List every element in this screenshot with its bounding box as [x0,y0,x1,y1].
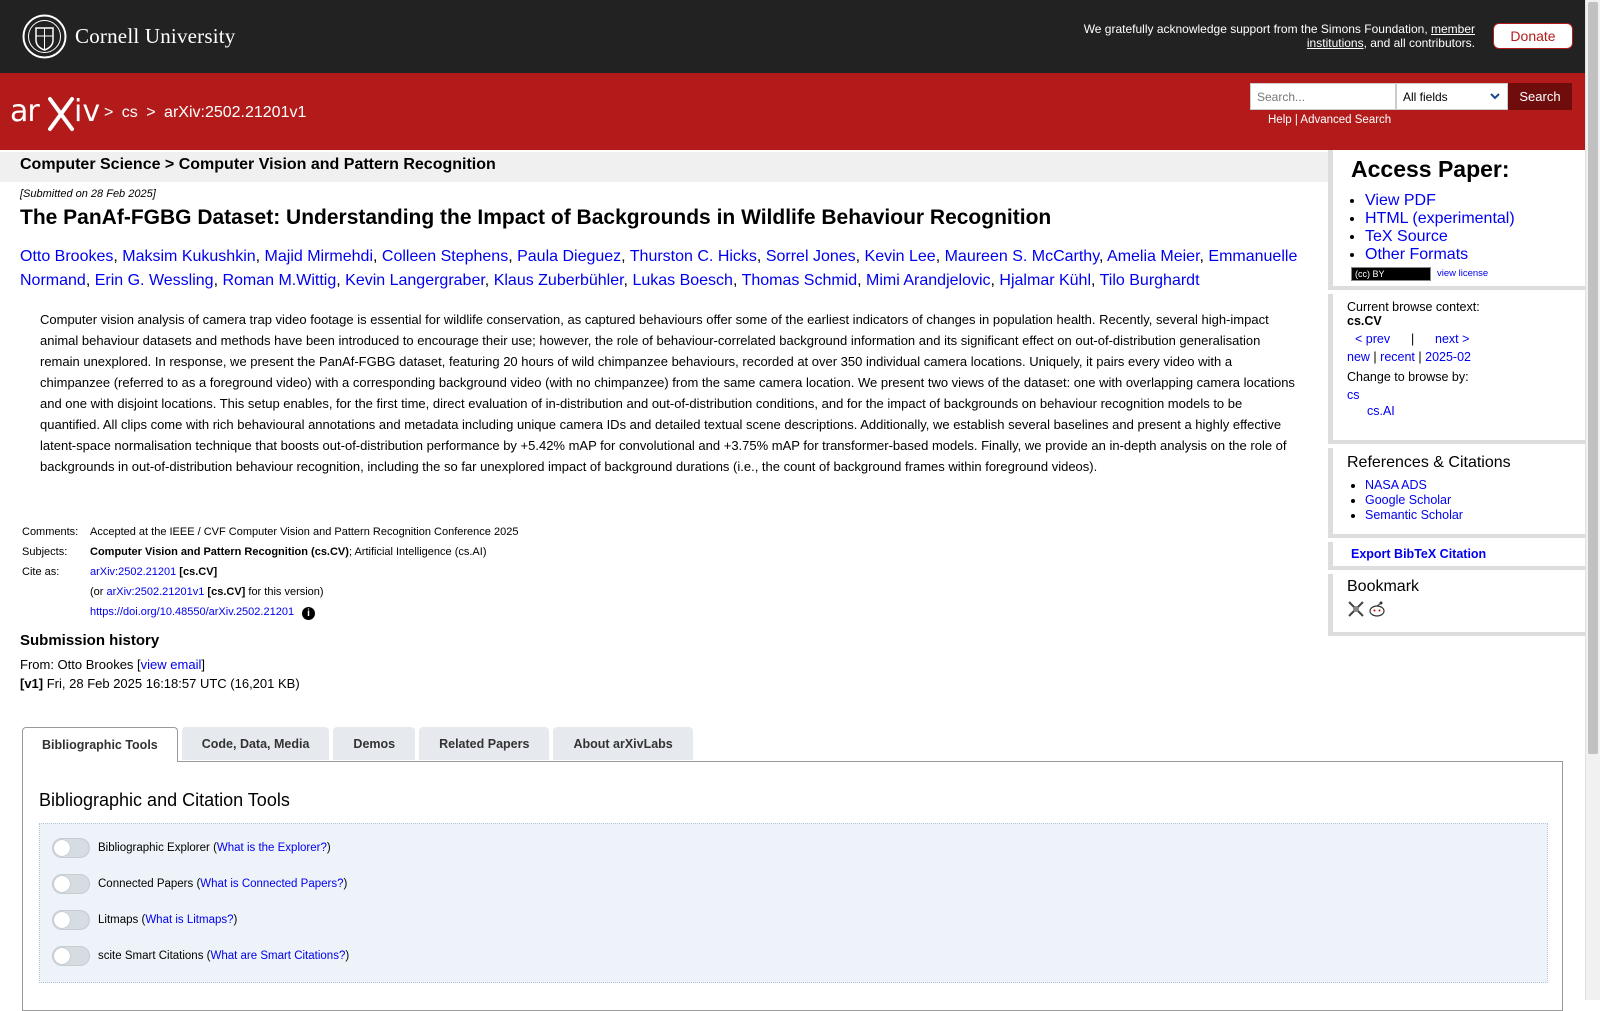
member-institutions-link[interactable]: member institutions [1306,22,1475,50]
empty-label [20,582,88,602]
tab-related-papers[interactable]: Related Papers [419,727,549,760]
next-link[interactable]: next > [1435,332,1470,346]
subjects-value [88,542,520,562]
author-separator: , [855,248,865,265]
export-bibtex-panel [1328,542,1585,570]
semantic-scholar-link[interactable]: Semantic Scholar [1365,508,1463,522]
tool-name: Bibliographic Explorer [98,842,210,854]
cornell-seal-icon [22,14,67,59]
author-link[interactable]: Sorrel Jones [765,248,856,265]
version-tag: [v1] [20,676,44,691]
author-separator: , [508,248,518,265]
help-link[interactable]: Help [1268,114,1292,126]
author-separator: , [484,272,494,289]
tab-about-arxivlabs[interactable]: About arXivLabs [553,727,692,760]
submission-from [20,657,205,672]
paper-metadata [20,522,520,622]
empty-label [20,602,88,622]
breadcrumb-separator: > [104,104,114,121]
breadcrumb-cs[interactable]: cs [121,104,138,121]
support-suffix: , and all contributors. [1363,36,1475,50]
author-separator: , [990,272,1000,289]
author-link[interactable]: Otto Brookes [20,248,114,265]
tool-help-link[interactable]: What is the Explorer? [216,842,327,854]
browse-context-label: Current browse context: [1347,300,1480,314]
comments-value: Accepted at the IEEE / CVF Computer Vision and Pattern Recognition Conference 2025 [90,526,519,538]
view-email-link[interactable]: view email [140,657,202,672]
paper-title: The PanAf-FGBG Dataset: Understanding the Impact of Backgrounds in Wildlife Behaviour Recognition [20,206,1052,229]
author-separator: , [1091,272,1100,289]
author-link[interactable]: Majid Mirmehdi [264,248,373,265]
primary-subject: Computer Vision and Pattern Recognition (cs.CV) [90,546,349,558]
support-notice [1055,22,1475,50]
scite-toggle[interactable] [52,946,90,966]
author-link[interactable]: Erin G. Wessling [94,272,214,289]
access-paper-title: Access Paper: [1351,156,1510,182]
arxiv-header [0,73,1585,150]
author-link[interactable]: Paula Dieguez [517,248,622,265]
references-panel [1328,448,1585,538]
tools-title: Bibliographic and Citation Tools [39,790,290,810]
separator: | [1418,350,1422,364]
cite-version [88,582,520,602]
author-separator: , [1099,248,1108,265]
view-pdf-link[interactable]: View PDF [1365,192,1436,209]
chevron-down-icon [1489,90,1501,102]
author-link[interactable]: Klaus Zuberbühler [493,272,624,289]
tab-demos[interactable]: Demos [333,727,415,760]
other-formats-link[interactable]: Other Formats [1365,246,1469,263]
access-paper-panel [1328,150,1585,290]
prev-link[interactable]: < prev [1355,332,1391,346]
export-bibtex-link[interactable]: Export BibTeX Citation [1351,547,1487,561]
author-separator: , [373,248,382,265]
author-separator: , [621,248,630,265]
tab-code-data-media[interactable]: Code, Data, Media [182,727,330,760]
access-links [1345,192,1515,264]
search-button[interactable]: Search [1508,83,1572,110]
submission-date: [Submitted on 28 Feb 2025] [20,188,156,200]
bibsonomy-icon[interactable] [1347,600,1365,618]
author-list [20,245,1320,293]
breadcrumb [104,104,310,122]
litmaps-toggle[interactable] [52,910,90,930]
nasa-ads-link[interactable]: NASA ADS [1365,478,1427,492]
author-link[interactable]: Lukas Boesch [632,272,733,289]
tools-box [39,823,1548,983]
tool-row-connected-papers: Connected Papers ( What is Connected Papers? ) [52,874,347,894]
bookmark-panel [1328,574,1585,636]
top-banner [0,0,1585,73]
google-scholar-link[interactable]: Google Scholar [1365,493,1452,507]
category-heading: Computer Science > Computer Vision and Pattern Recognition [0,152,1328,182]
browse-context-panel [1328,294,1585,444]
support-text: We gratefully acknowledge support from the Simons Foundation, [1083,22,1431,36]
from-suffix: ] [201,657,205,672]
recent-link[interactable]: recent [1380,350,1415,364]
sidebar [1328,150,1585,595]
cite-value [88,562,520,582]
explorer-toggle[interactable] [52,838,90,858]
cc-license-badge[interactable]: (cc) BY [1351,267,1431,281]
tool-help-link[interactable]: What are Smart Citations? [210,950,346,962]
tool-row-explorer: Bibliographic Explorer ( What is the Explorer? ) [52,838,331,858]
arxiv-logo-icon[interactable] [10,93,102,133]
cite-or-text: (or [90,586,107,598]
author-separator: , [255,248,265,265]
author-link[interactable]: Thomas Schmid [741,272,858,289]
references-title: References & Citations [1347,454,1511,471]
from-text: From: Otto Brookes [ [20,657,141,672]
author-separator: , [732,272,742,289]
author-separator: , [113,248,123,265]
bookmark-title: Bookmark [1347,578,1420,595]
secondary-subjects: ; Artificial Intelligence (cs.AI) [348,546,487,558]
author-link[interactable]: Mimi Arandjelovic [866,272,991,289]
browse-cs-link[interactable]: cs [1347,388,1360,402]
connected-papers-toggle[interactable] [52,874,90,894]
breadcrumb-separator: > [146,104,156,121]
info-icon[interactable]: i [302,607,315,620]
submission-history-heading: Submission history [20,632,160,649]
tab-panel [22,761,1563,1011]
tool-help-link[interactable]: What is Connected Papers? [200,878,344,890]
references-links [1345,478,1463,523]
cite-label: Cite as: [22,566,60,578]
version-detail: Fri, 28 Feb 2025 16:18:57 UTC (16,201 KB) [43,676,300,691]
author-link[interactable]: Roman M.Wittig [222,272,337,289]
tab-bibliographic-tools[interactable]: Bibliographic Tools [22,727,178,762]
change-browse-label: Change to browse by: [1347,370,1469,384]
advanced-search-link[interactable]: Advanced Search [1300,114,1392,126]
comments-label: Comments: [22,526,79,538]
separator: | [1410,332,1415,346]
submission-version [20,676,300,691]
search-field-value: All fields [1403,90,1448,104]
author-separator: , [1199,248,1209,265]
university-name: Cornell University [75,24,236,48]
author-separator: , [857,272,867,289]
author-link[interactable]: Maureen S. McCarthy [944,248,1100,265]
cite-tag: [cs.CV] [179,566,218,578]
author-link[interactable]: Thurston C. Hicks [629,248,757,265]
search-help-links [1268,114,1391,126]
author-link[interactable]: Colleen Stephens [381,248,509,265]
breadcrumb-paper-id: arXiv:2502.21201v1 [164,104,307,121]
new-link[interactable]: new [1347,350,1370,364]
donate-button[interactable]: Donate [1493,23,1573,49]
author-link[interactable]: Tilo Burghardt [1099,272,1200,289]
author-separator: , [85,272,95,289]
abstract: Computer vision analysis of camera trap video footage is essential for wildlife conservation, as captured behaviours offer some of the earliest indicators of changes in population health. Recently, several high-impact animal behaviour datasets and methods have been introduced to encourage their use; however, the role of behaviour-correlated background information and its significant effect on out-of-distribution generalisation remain unexplored. In response, we present the PanAf-FGBG dataset, featuring 20 hours of wild chimpanzee behaviours, recorded at over 350 individual camera locations. Uniquely, it pairs every video with a chimpanzee (referred to as a foreground video) with a corresponding background video (with no chimpanzee) from the same camera location. We present two views of the dataset: one with overlapping camera locations and one with disjoint locations. This setup enables, for the first time, direct evaluation of in-distribution and out-of-distribution conditions, and for the impact of backgrounds on behaviour recognition models to be quantified. All clips come with rich behavioural annotations and metadata including unique camera IDs and detailed textual scene descriptions. Additionally, we establish several baselines and present a highly effective latent-space normalisation technique that boosts out-of-distribution performance by +5.42% mAP for convolutional and +3.75% mAP for transformer-based models. Finally, we provide an in-depth analysis on the role of backgrounds in out-of-distribution behaviour recognition, including the so far unexplored impact of background durations (i.e., the count of background frames within foreground videos). [40,312,1295,474]
author-separator: , [935,248,945,265]
browse-context-value: cs.CV [1347,314,1382,328]
labs-tabs [22,727,697,762]
author-link[interactable]: Maksim Kukushkin [122,248,256,265]
month-link[interactable]: 2025-02 [1425,350,1471,364]
cite-version-suffix: for this version) [245,586,324,598]
subjects-label: Subjects: [22,546,68,558]
author-separator: , [213,272,223,289]
cornell-logo[interactable] [22,14,236,59]
search-field-select[interactable] [1396,83,1508,110]
view-license-link[interactable]: view license [1437,268,1489,279]
new-recent-month [1347,350,1471,364]
search-input[interactable]: Search... [1250,83,1396,110]
author-link[interactable]: Amelia Meier [1107,248,1200,265]
prev-next [1355,332,1469,346]
browse-cs-ai-link[interactable]: cs.AI [1367,404,1395,418]
tool-row-litmaps: Litmaps ( What is Litmaps? ) [52,910,237,930]
html-link[interactable]: HTML (experimental) [1365,210,1515,227]
svg-text:iv: iv [74,94,101,129]
author-link[interactable]: Emmanuelle Normand [20,248,1298,289]
vertical-scrollbar[interactable] [1585,0,1600,1000]
reddit-icon[interactable] [1368,600,1386,618]
bookmark-icons [1347,600,1386,618]
author-link[interactable]: Kevin Lee [864,248,936,265]
author-separator: , [756,248,766,265]
tool-name: Litmaps [98,914,139,926]
separator: | [1373,350,1377,364]
svg-text:ar: ar [10,94,39,129]
cite-version-link[interactable]: arXiv:2502.21201v1 [106,586,205,598]
doi-row [88,602,520,622]
author-separator: , [623,272,633,289]
doi-link[interactable]: https://doi.org/10.48550/arXiv.2502.21201 [90,606,295,618]
tool-name: Connected Papers [98,878,194,890]
tool-name: scite Smart Citations [98,950,204,962]
cite-version-tag: [cs.CV] [207,586,246,598]
author-separator: , [336,272,346,289]
separator: | [1294,114,1298,126]
author-link[interactable]: Hjalmar Kühl [999,272,1092,289]
tex-source-link[interactable]: TeX Source [1365,228,1448,245]
tool-help-link[interactable]: What is Litmaps? [145,914,234,926]
cite-arxiv-link[interactable]: arXiv:2502.21201 [90,566,177,578]
scrollbar-thumb[interactable] [1588,2,1598,754]
tool-row-scite: scite Smart Citations ( What are Smart Citations? ) [52,946,349,966]
author-link[interactable]: Kevin Langergraber [345,272,485,289]
